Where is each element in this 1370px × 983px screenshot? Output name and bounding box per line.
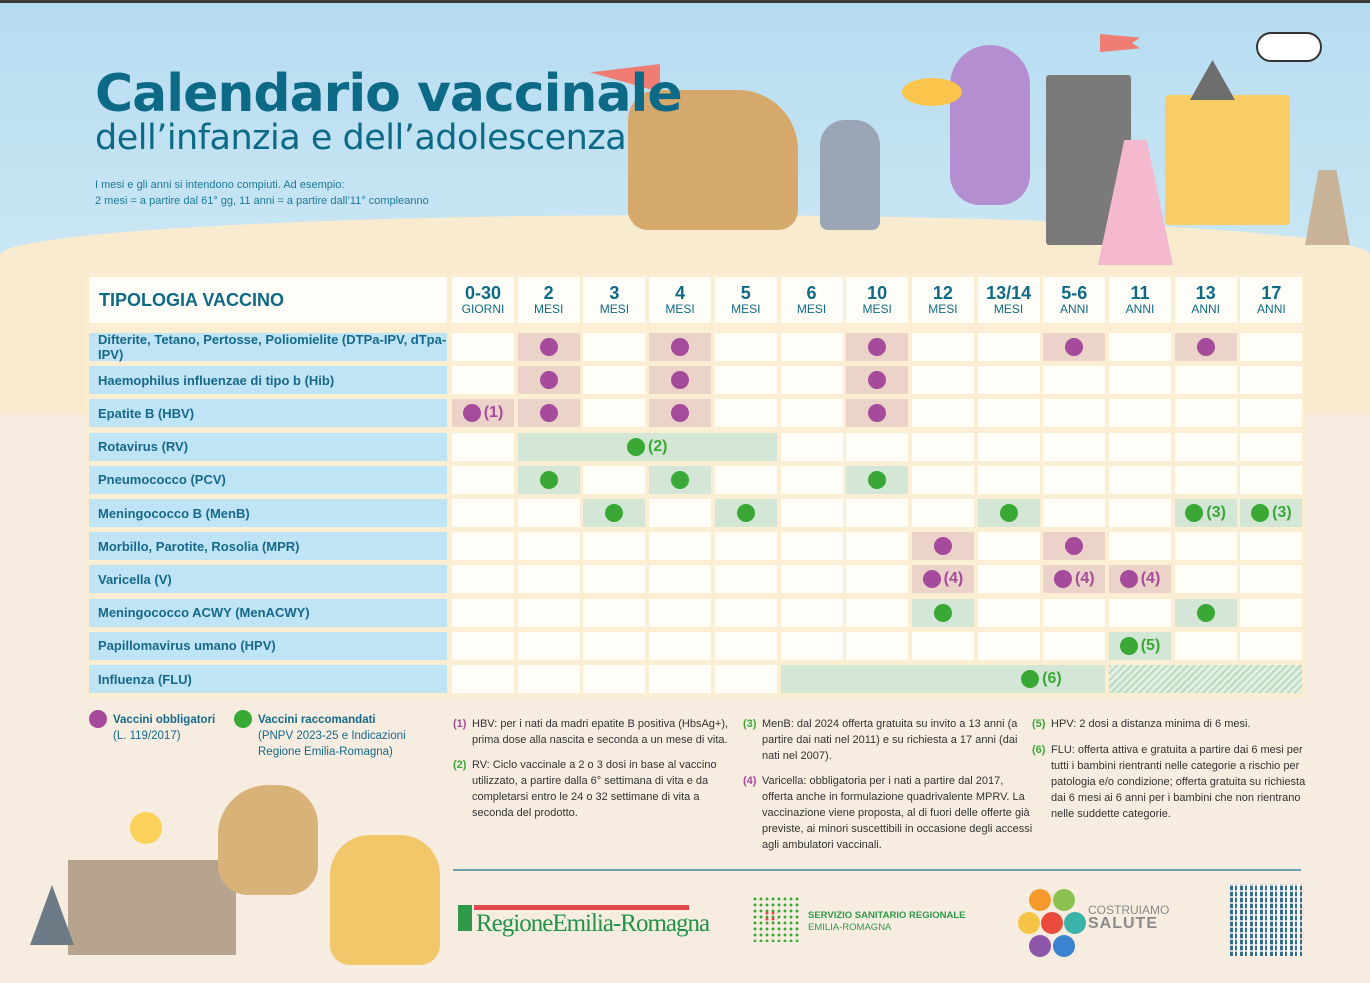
empty-cell: [583, 532, 645, 560]
vaccine-label: Pneumococco (PCV): [89, 466, 447, 494]
column-age: 4: [675, 283, 686, 303]
mandatory-cell: [649, 333, 711, 361]
vaccine-label: Difterite, Tetano, Pertosse, Poliomielite (DTPa-IPV, dTpa-IPV): [89, 333, 447, 361]
costruiamo-salute-text: [1088, 904, 1169, 931]
mandatory-dot-icon: [540, 404, 558, 422]
page-subtitle: dell’infanzia e dell’adolescenza: [95, 118, 627, 158]
empty-cell: [1043, 466, 1105, 494]
column-header: [452, 277, 514, 323]
column-age: 12: [932, 283, 953, 303]
recommended-dot-icon: [1197, 604, 1215, 622]
ssr-line1: SERVIZIO SANITARIO REGIONALE: [808, 910, 966, 921]
footnote: [453, 757, 743, 821]
footnote-ref: (2): [647, 437, 668, 455]
column-header: [715, 277, 777, 323]
footnote-text: MenB: dal 2024 offerta gratuita su invito a 13 anni (a partire dai nati nel 2011) e su richiesta a 17 anni (dai nati nel 2007).: [762, 718, 1018, 762]
ssr-logo-icon: [752, 896, 800, 942]
bottom-castle-illustration: [68, 860, 236, 955]
empty-cell: [452, 466, 514, 494]
recommended-cell: [518, 466, 580, 494]
empty-cell: [978, 532, 1040, 560]
footnote-text: Varicella: obbligatoria per i nati a partire dal 2017, offerta anche in formulazione quadrivalente MPRV. La vaccinazione viene proposta, al di fuori delle offerte già previste, ai minori suscettibili in occasione degli accessi agli ambulatori vaccinali.: [762, 775, 1033, 851]
empty-cell: [649, 499, 711, 527]
empty-cell: [518, 665, 580, 693]
empty-cell: [1109, 433, 1171, 461]
green-dot-icon: [234, 710, 252, 728]
empty-cell: [1175, 632, 1237, 660]
empty-cell: [846, 499, 908, 527]
footnote-ref: (3): [1272, 504, 1292, 521]
empty-cell: [715, 632, 777, 660]
column-unit: MESI: [665, 302, 695, 316]
mandatory-cell: [518, 333, 580, 361]
column-age: 17: [1261, 283, 1282, 303]
empty-cell: [846, 532, 908, 560]
empty-cell: [1043, 399, 1105, 427]
intro-line: I mesi e gli anni si intendono compiuti. Ad esempio:: [95, 179, 345, 191]
column-unit: MESI: [862, 302, 892, 316]
header-label: TIPOLOGIA VACCINO: [89, 277, 447, 323]
mandatory-cell: [452, 399, 514, 427]
empty-cell: [1240, 366, 1302, 394]
footnote-text: FLU: offerta attiva e gratuita a partire dai 6 mesi per tutti i bambini rientranti nelle categorie a rischio per patologia e/o condizione; offerta gratuita su richiesta dai 6 mesi ai 6 anni per i bambini che non rientrano nelle suddette categorie.: [1051, 744, 1306, 820]
mandatory-dot-icon: [540, 338, 558, 356]
cloud-illustration: [1256, 32, 1322, 62]
empty-cell: [978, 565, 1040, 593]
recommended-dot-icon: [671, 471, 689, 489]
empty-cell: [1109, 466, 1171, 494]
purple-dot-icon: [89, 710, 107, 728]
mandatory-cell: [912, 532, 974, 560]
mandatory-cell: [846, 366, 908, 394]
empty-cell: [781, 433, 843, 461]
vaccine-label: Rotavirus (RV): [89, 433, 447, 461]
recommended-cell: [518, 433, 777, 461]
empty-cell: [978, 466, 1040, 494]
cs-line1: COSTRUIAMO: [1088, 903, 1170, 917]
empty-cell: [846, 433, 908, 461]
empty-cell: [1109, 532, 1171, 560]
mandatory-dot-icon: [1120, 570, 1138, 588]
column-unit: MESI: [599, 302, 630, 316]
vaccine-label: Papillomavirus umano (HPV): [89, 632, 447, 660]
qr-code[interactable]: [1230, 884, 1302, 956]
footnote-ref: (4): [1075, 570, 1095, 588]
mandatory-cell: [1043, 333, 1105, 361]
empty-cell: [1240, 599, 1302, 627]
empty-cell: [1175, 399, 1237, 427]
mandatory-cell: [518, 399, 580, 427]
mandatory-cell: [649, 366, 711, 394]
recommended-dot-icon: [934, 604, 952, 622]
empty-cell: [715, 399, 777, 427]
footnote-ref: (3): [1206, 504, 1226, 521]
vaccine-label: Morbillo, Parotite, Rosolia (MPR): [89, 532, 447, 560]
bottom-dragon-illustration: [218, 785, 318, 895]
column-unit: GIORNI: [461, 302, 505, 316]
empty-cell: [583, 466, 645, 494]
empty-cell: [912, 433, 974, 461]
top-border: [0, 0, 1370, 3]
logo-text: RegioneEmilia-Romagna: [476, 910, 710, 937]
empty-cell: [452, 599, 514, 627]
empty-cell: [1109, 399, 1171, 427]
cs-line2: SALUTE: [1088, 915, 1158, 932]
column-header: [649, 277, 711, 323]
mandatory-dot-icon: [671, 338, 689, 356]
ssr-line2: EMILIA-ROMAGNA: [808, 922, 892, 933]
bottom-horse-knight-illustration: [330, 835, 440, 965]
mandatory-cell: [846, 333, 908, 361]
empty-cell: [781, 599, 843, 627]
column-age: 3: [609, 283, 620, 303]
column-header: [781, 277, 843, 323]
column-header: [583, 277, 645, 323]
sun-illustration: [130, 812, 162, 844]
costruiamo-salute-logo-icon: [1018, 889, 1086, 957]
recommended-dot-icon: [1120, 637, 1138, 655]
empty-cell: [583, 665, 645, 693]
empty-cell: [978, 399, 1040, 427]
empty-cell: [649, 665, 711, 693]
empty-cell: [1109, 366, 1171, 394]
recommended-cell: [846, 466, 908, 494]
vaccine-label: Haemophilus influenzae di tipo b (Hib): [89, 366, 447, 394]
empty-cell: [715, 366, 777, 394]
recommended-dot-icon: [605, 504, 623, 522]
intro-note: [95, 177, 429, 209]
column-age: 11: [1130, 283, 1150, 303]
legend-raccomandati: [258, 712, 406, 760]
footnote-key: (2): [453, 759, 467, 771]
empty-cell: [781, 399, 843, 427]
empty-cell: [1109, 599, 1171, 627]
footnote-key: (1): [453, 718, 467, 730]
empty-cell: [1175, 366, 1237, 394]
mandatory-dot-icon: [540, 371, 558, 389]
recommended-cell: [781, 665, 1303, 693]
footnote-ref: (4): [1140, 570, 1161, 588]
column-unit: MESI: [993, 302, 1024, 316]
empty-cell: [1043, 599, 1105, 627]
column-unit: MESI: [534, 302, 564, 316]
empty-cell: [452, 333, 514, 361]
mandatory-cell: [1043, 565, 1105, 593]
column-unit: ANNI: [1125, 302, 1155, 316]
footnote: [1032, 742, 1312, 822]
mandatory-dot-icon: [1054, 570, 1072, 588]
empty-cell: [1240, 333, 1302, 361]
empty-cell: [1240, 466, 1302, 494]
empty-cell: [846, 632, 908, 660]
recommended-dot-icon: [540, 471, 558, 489]
recommended-dot-icon: [627, 438, 645, 456]
column-header: [978, 277, 1040, 323]
column-unit: ANNI: [1191, 302, 1221, 316]
footnote: [743, 716, 1033, 764]
footnote-key: (6): [1032, 744, 1046, 756]
ssr-logo-text: [808, 910, 965, 934]
legend-sub: Regione Emilia-Romagna): [258, 746, 393, 758]
mandatory-dot-icon: [1065, 537, 1083, 555]
footnote-key: (4): [743, 775, 757, 787]
empty-cell: [583, 565, 645, 593]
empty-cell: [715, 599, 777, 627]
vaccine-label: Epatite B (HBV): [89, 399, 447, 427]
footnote-ref: (4): [943, 570, 964, 588]
vaccine-label: Varicella (V): [89, 565, 447, 593]
empty-cell: [1043, 632, 1105, 660]
mandatory-cell: [1175, 333, 1237, 361]
empty-cell: [1240, 399, 1302, 427]
empty-cell: [1240, 433, 1302, 461]
column-header: [912, 277, 974, 323]
empty-cell: [583, 599, 645, 627]
empty-cell: [1240, 632, 1302, 660]
recommended-dot-icon: [1251, 504, 1269, 522]
recommended-cell: [1109, 632, 1171, 660]
footnote-text: HPV: 2 dosi a distanza minima di 6 mesi.: [1051, 718, 1251, 730]
knight-illustration: [820, 120, 880, 230]
empty-cell: [978, 366, 1040, 394]
column-age: 2: [543, 283, 554, 303]
empty-cell: [715, 565, 777, 593]
yellow-castle-illustration: [1165, 95, 1290, 225]
empty-cell: [452, 632, 514, 660]
empty-cell: [1240, 532, 1302, 560]
footnote-text: RV: Ciclo vaccinale a 2 o 3 dosi in base al vaccino utilizzato, a partire dalla 6° settimana di vita e da completarsi entro le 24 o 32 settimane di vita a seconda del prodotto.: [472, 759, 717, 819]
recommended-dot-icon: [1000, 504, 1018, 522]
empty-cell: [452, 665, 514, 693]
empty-cell: [649, 532, 711, 560]
dragon-illustration: [950, 45, 1030, 205]
column-header: [1175, 277, 1237, 323]
recommended-dot-icon: [737, 504, 755, 522]
empty-cell: [1109, 499, 1171, 527]
empty-cell: [978, 599, 1040, 627]
empty-cell: [781, 499, 843, 527]
empty-cell: [781, 333, 843, 361]
empty-cell: [978, 632, 1040, 660]
footnote-text: HBV: per i nati da madri epatite B positiva (HbsAg+), prima dose alla nascita e seconda a un mese di vita.: [472, 718, 729, 746]
empty-cell: [583, 632, 645, 660]
recommended-cell: [1175, 599, 1237, 627]
recommended-cell: [715, 499, 777, 527]
column-unit: MESI: [731, 302, 761, 316]
empty-cell: [1175, 565, 1237, 593]
empty-cell: [583, 399, 645, 427]
mandatory-cell: [649, 399, 711, 427]
recommended-cell: [649, 466, 711, 494]
empty-cell: [912, 366, 974, 394]
empty-cell: [452, 499, 514, 527]
footnote: [743, 773, 1033, 853]
column-age: 0-30: [464, 283, 502, 303]
empty-cell: [452, 532, 514, 560]
mandatory-cell: [846, 399, 908, 427]
column-header: [1109, 277, 1171, 323]
mandatory-dot-icon: [868, 338, 886, 356]
empty-cell: [649, 599, 711, 627]
footnote-ref: (6): [1042, 670, 1062, 687]
empty-cell: [518, 632, 580, 660]
empty-cell: [912, 466, 974, 494]
legend-title: Vaccini obbligatori: [113, 714, 216, 726]
empty-cell: [1175, 466, 1237, 494]
empty-cell: [715, 665, 777, 693]
empty-cell: [452, 565, 514, 593]
recommended-dot-icon: [1185, 504, 1203, 522]
column-unit: ANNI: [1059, 302, 1089, 316]
empty-cell: [912, 632, 974, 660]
empty-cell: [1043, 366, 1105, 394]
page-title: Calendario vaccinale: [95, 64, 682, 124]
empty-cell: [1175, 532, 1237, 560]
legend-sub: (L. 119/2017): [113, 730, 181, 742]
column-age: 10: [867, 283, 888, 303]
empty-cell: [583, 366, 645, 394]
empty-cell: [452, 433, 514, 461]
mandatory-cell: [1109, 565, 1171, 593]
recommended-dot-icon: [1021, 670, 1039, 688]
column-header: [518, 277, 580, 323]
empty-cell: [518, 565, 580, 593]
mandatory-dot-icon: [671, 404, 689, 422]
empty-cell: [912, 399, 974, 427]
mandatory-cell: [518, 366, 580, 394]
column-header: [1043, 277, 1105, 323]
mandatory-cell: [1043, 532, 1105, 560]
mandatory-dot-icon: [463, 404, 481, 422]
recommended-cell: [1240, 499, 1302, 527]
footnote-ref: (1): [483, 404, 504, 422]
recommended-dot-icon: [868, 471, 886, 489]
footer-divider: [453, 869, 1301, 871]
empty-cell: [649, 565, 711, 593]
column-age: 13/14: [986, 283, 1032, 303]
empty-cell: [781, 532, 843, 560]
legend-sub: (PNPV 2023-25 e Indicazioni: [258, 730, 406, 742]
empty-cell: [978, 433, 1040, 461]
mandatory-dot-icon: [868, 404, 886, 422]
legend-obbligatori: [113, 712, 215, 744]
column-age: 5-6: [1061, 283, 1088, 303]
mandatory-dot-icon: [923, 570, 941, 588]
empty-cell: [1175, 433, 1237, 461]
empty-cell: [518, 599, 580, 627]
column-age: 13: [1195, 283, 1216, 303]
regione-emilia-romagna-logo: [458, 905, 710, 937]
empty-cell: [452, 366, 514, 394]
mandatory-dot-icon: [868, 371, 886, 389]
empty-cell: [846, 599, 908, 627]
vaccination-schedule-table: [86, 274, 1305, 698]
recommended-cell: [583, 499, 645, 527]
column-header: [1240, 277, 1302, 323]
column-unit: MESI: [928, 302, 958, 316]
empty-cell: [583, 333, 645, 361]
empty-cell: [846, 565, 908, 593]
recommended-cell: [1175, 499, 1237, 527]
empty-cell: [518, 499, 580, 527]
empty-cell: [781, 466, 843, 494]
empty-cell: [518, 532, 580, 560]
empty-cell: [715, 466, 777, 494]
empty-cell: [1043, 499, 1105, 527]
mandatory-dot-icon: [671, 371, 689, 389]
mandatory-dot-icon: [1065, 338, 1083, 356]
empty-cell: [912, 499, 974, 527]
footnote: [1032, 716, 1312, 732]
mandatory-cell: [912, 565, 974, 593]
empty-cell: [781, 366, 843, 394]
recommended-cell: [912, 599, 974, 627]
empty-cell: [978, 333, 1040, 361]
empty-cell: [715, 333, 777, 361]
empty-cell: [1240, 565, 1302, 593]
footnote-key: (5): [1032, 718, 1046, 730]
vaccine-label: Influenza (FLU): [89, 665, 447, 693]
empty-cell: [781, 632, 843, 660]
vaccine-label: Meningococco B (MenB): [89, 499, 447, 527]
column-unit: ANNI: [1257, 302, 1286, 316]
column-header: [846, 277, 908, 323]
empty-cell: [912, 333, 974, 361]
mandatory-dot-icon: [934, 537, 952, 555]
fire-illustration: [902, 78, 962, 106]
column-unit: MESI: [796, 302, 827, 316]
legend-title: Vaccini raccomandati: [258, 714, 376, 726]
mandatory-dot-icon: [1197, 338, 1215, 356]
empty-cell: [649, 632, 711, 660]
vaccine-label: Meningococco ACWY (MenACWY): [89, 599, 447, 627]
footnote: [453, 716, 743, 748]
column-age: 5: [740, 283, 751, 303]
empty-cell: [1109, 333, 1171, 361]
intro-line: 2 mesi = a partire dal 61° gg, 11 anni = a partire dall’11° compleanno: [95, 195, 429, 207]
footnote-ref: (5): [1140, 636, 1161, 654]
recommended-cell: [978, 499, 1040, 527]
empty-cell: [1043, 433, 1105, 461]
empty-cell: [715, 532, 777, 560]
column-age: 6: [806, 283, 817, 303]
empty-cell: [781, 565, 843, 593]
footnote-key: (3): [743, 718, 757, 730]
